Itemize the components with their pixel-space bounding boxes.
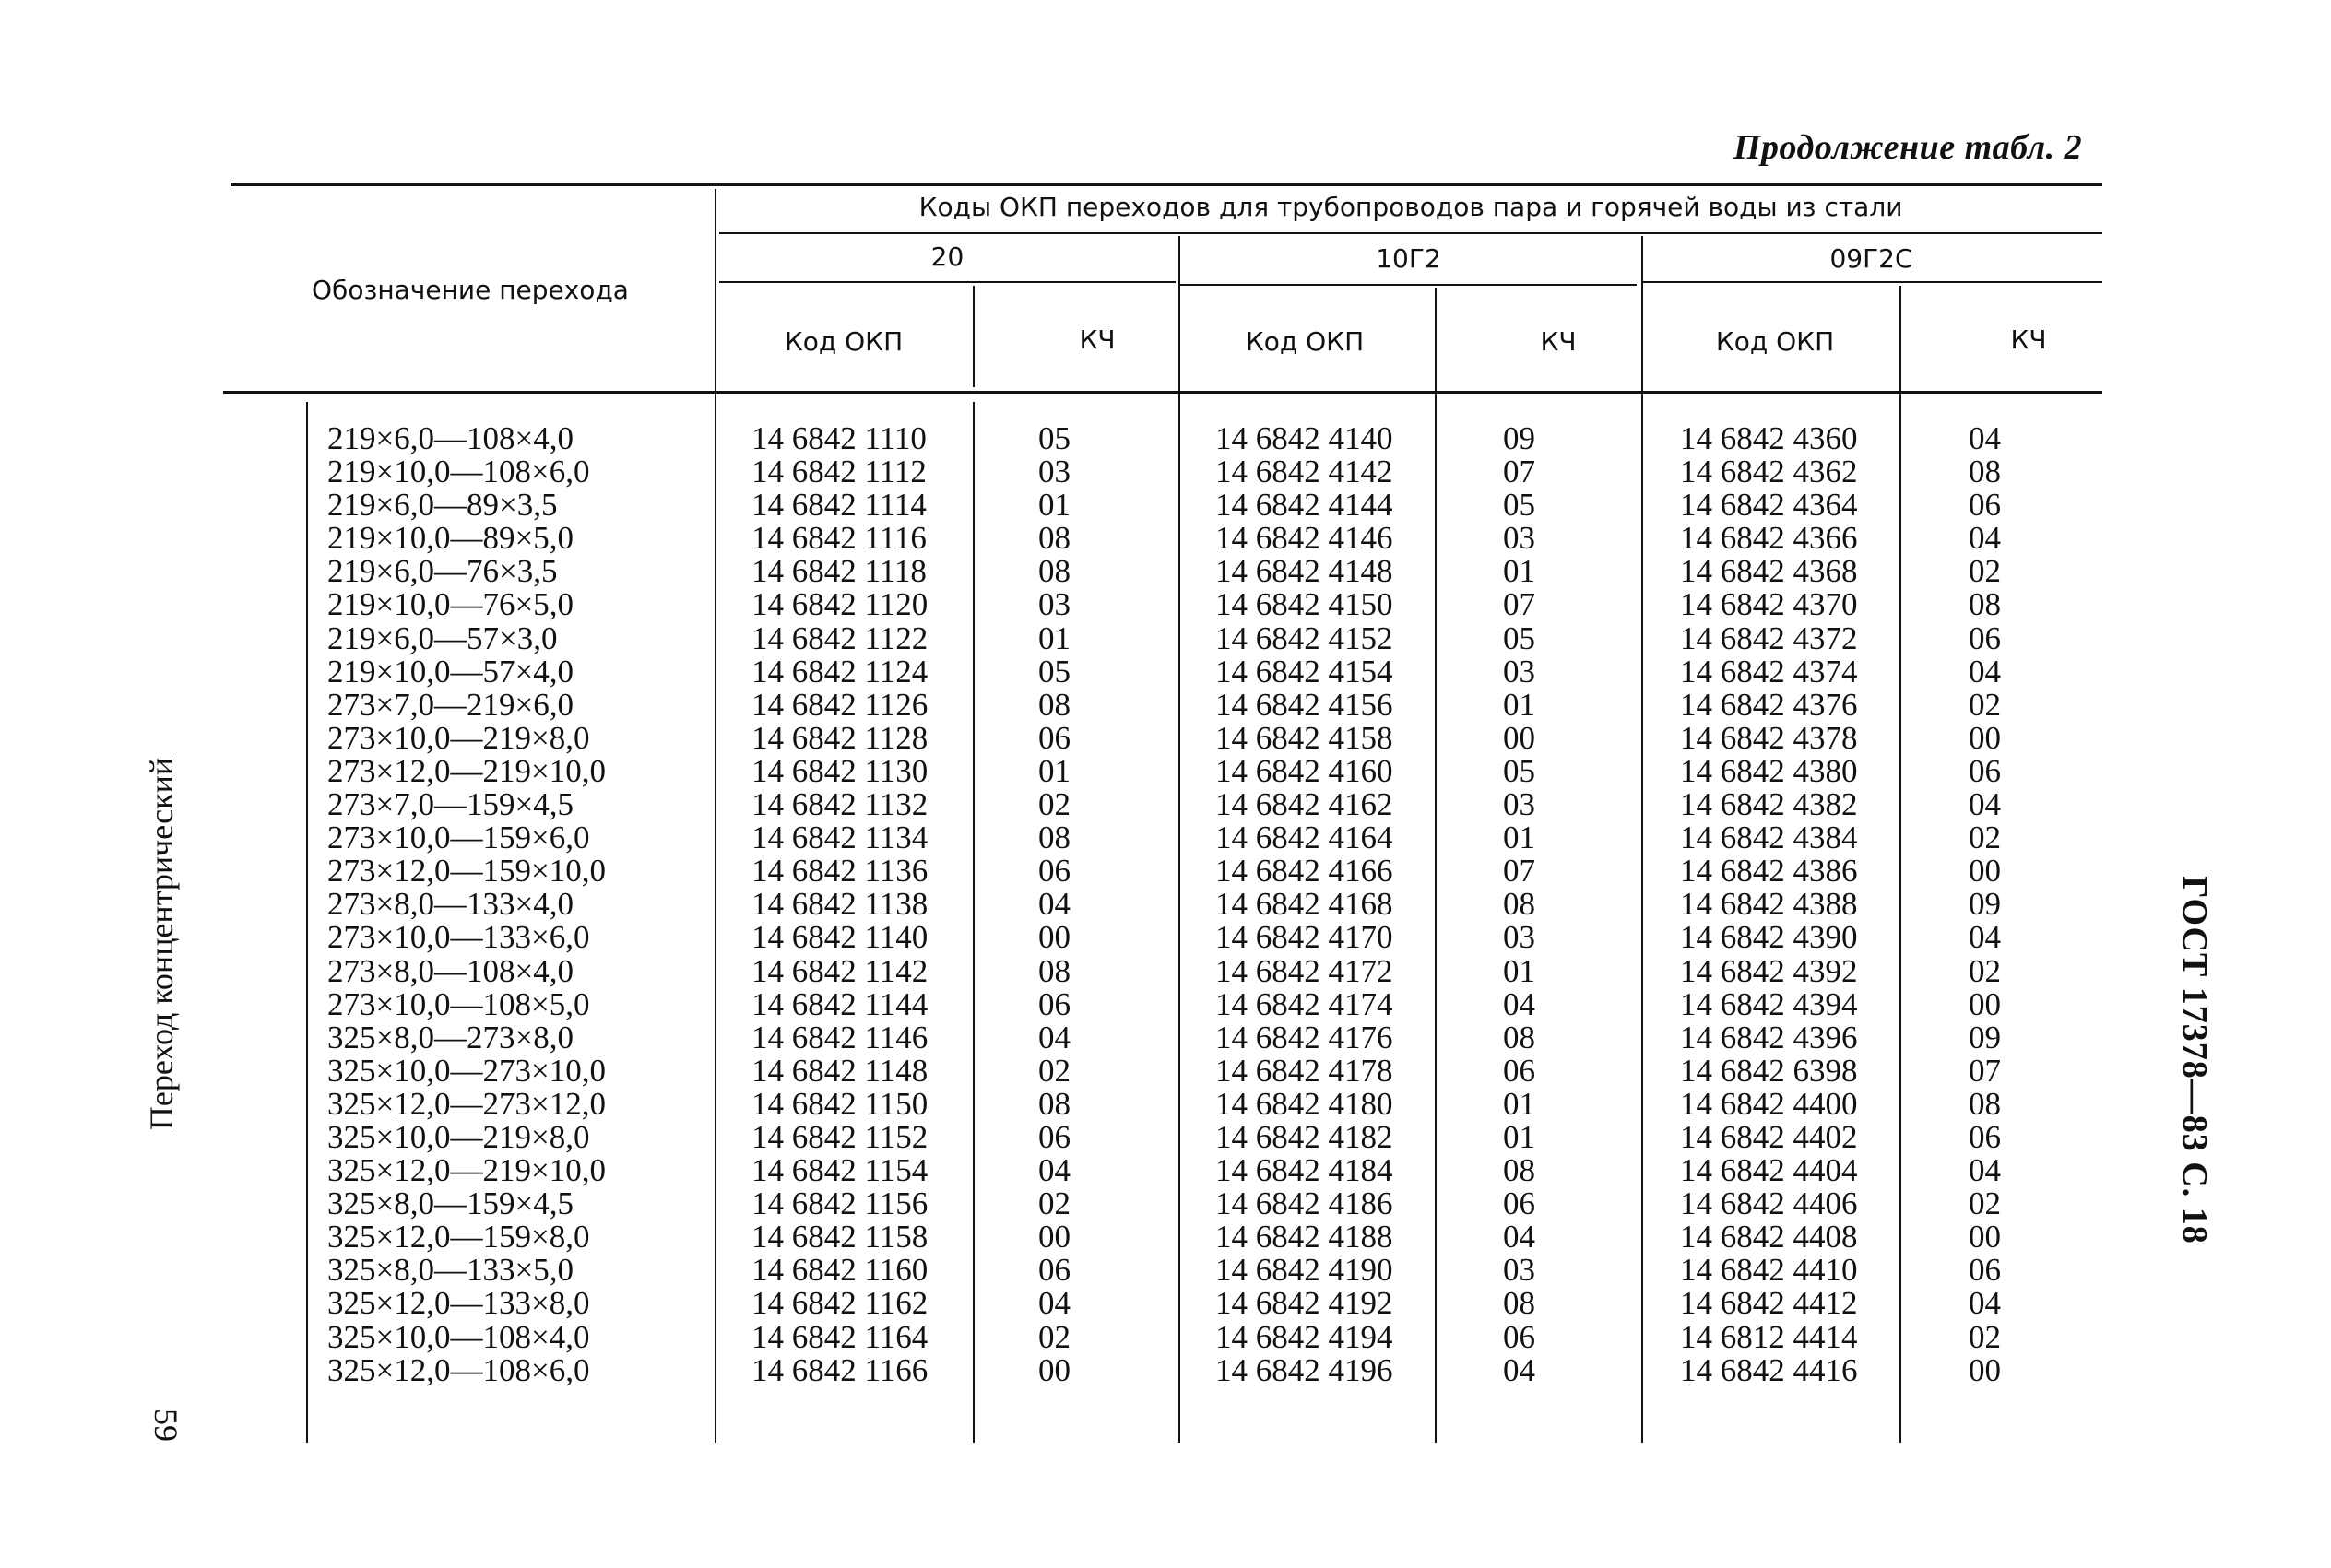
designation-cell: 273×10,0—108×5,0: [327, 985, 590, 1022]
okp-code-cell: 14 6842 1160: [751, 1252, 929, 1289]
divider-kch-20-body: [973, 402, 975, 1443]
okp-code-cell: 14 6842 4150: [1215, 586, 1393, 623]
kch-cell: 08: [1969, 586, 2001, 623]
steel-rule-09g2s: [1643, 281, 2102, 283]
header-kch-09g2s: КЧ: [2010, 324, 2047, 355]
kch-cell: 07: [1503, 853, 1535, 890]
divider-steel-20: [1178, 236, 1180, 1443]
okp-code-cell: 14 6842 1162: [751, 1285, 929, 1322]
header-kch-10g2: КЧ: [1540, 326, 1577, 357]
kch-cell: 08: [1038, 553, 1071, 590]
designation-cell: 325×12,0—159×8,0: [327, 1219, 590, 1256]
okp-code-cell: 14 6842 4360: [1680, 420, 1858, 456]
okp-code-cell: 14 6842 1140: [751, 919, 929, 956]
okp-code-cell: 14 6842 4372: [1680, 619, 1858, 656]
okp-code-cell: 14 6842 1126: [751, 686, 929, 723]
divider-designation: [715, 189, 716, 1443]
kch-cell: 04: [1969, 653, 2001, 690]
okp-code-cell: 14 6842 4400: [1680, 1085, 1858, 1122]
okp-code-cell: 14 6842 1138: [751, 886, 929, 923]
okp-code-cell: 14 6842 1136: [751, 853, 929, 890]
header-code-20: Код ОКП: [784, 326, 904, 357]
kch-cell: 06: [1038, 853, 1071, 890]
kch-cell: 06: [1969, 619, 2001, 656]
okp-code-cell: 14 6842 4144: [1215, 487, 1393, 524]
kch-cell: 03: [1503, 520, 1535, 557]
okp-code-cell: 14 6842 4168: [1215, 886, 1393, 923]
okp-code-cell: 14 6842 6398: [1680, 1052, 1858, 1089]
okp-code-cell: 14 6842 1164: [751, 1318, 929, 1355]
okp-code-cell: 14 6842 4412: [1680, 1285, 1858, 1322]
kch-cell: 02: [1038, 786, 1071, 823]
kch-cell: 06: [1503, 1185, 1535, 1222]
kch-cell: 06: [1038, 985, 1071, 1022]
kch-cell: 03: [1038, 454, 1071, 490]
steel-rule-10g2: [1180, 284, 1637, 286]
table-top-rule: [231, 183, 2102, 186]
okp-code-cell: 14 6842 4162: [1215, 786, 1393, 823]
row-group-label-text: Переход концентрический: [143, 757, 180, 1131]
kch-cell: 07: [1503, 454, 1535, 490]
designation-cell: 325×12,0—108×6,0: [327, 1351, 590, 1388]
header-bottom-rule: [223, 391, 2102, 394]
header-steel-09g2s: 09Г2С: [1829, 243, 1913, 274]
okp-code-cell: 14 6842 4182: [1215, 1118, 1393, 1155]
designation-cell: 219×6,0—76×3,5: [327, 553, 558, 590]
kch-cell: 06: [1969, 1118, 2001, 1155]
kch-cell: 04: [1503, 1351, 1535, 1388]
okp-code-cell: 14 6842 4380: [1680, 752, 1858, 789]
kch-cell: 04: [1503, 985, 1535, 1022]
kch-cell: 00: [1038, 919, 1071, 956]
kch-cell: 02: [1969, 1185, 2001, 1222]
okp-code-cell: 14 6842 4366: [1680, 520, 1858, 557]
kch-cell: 08: [1038, 819, 1071, 856]
okp-code-cell: 14 6842 4196: [1215, 1351, 1393, 1388]
kch-cell: 06: [1503, 1052, 1535, 1089]
okp-code-cell: 14 6842 1120: [751, 586, 929, 623]
okp-code-cell: 14 6812 4414: [1680, 1318, 1858, 1355]
kch-cell: 02: [1969, 1318, 2001, 1355]
header-code-10g2: Код ОКП: [1245, 326, 1365, 357]
okp-code-cell: 14 6842 4170: [1215, 919, 1393, 956]
kch-cell: 04: [1503, 1219, 1535, 1256]
kch-cell: 08: [1969, 1085, 2001, 1122]
kch-cell: 03: [1038, 586, 1071, 623]
okp-code-cell: 14 6842 1124: [751, 653, 929, 690]
designation-cell: 219×10,0—108×6,0: [327, 454, 590, 490]
kch-cell: 08: [1503, 886, 1535, 923]
kch-cell: 00: [1503, 719, 1535, 756]
kch-cell: 06: [1503, 1318, 1535, 1355]
okp-code-cell: 14 6842 4394: [1680, 985, 1858, 1022]
designation-cell: 325×12,0—219×10,0: [327, 1152, 606, 1189]
kch-cell: 01: [1038, 752, 1071, 789]
header-steel-10g2: 10Г2: [1376, 243, 1441, 274]
kch-cell: 04: [1038, 1019, 1071, 1055]
okp-code-cell: 14 6842 4416: [1680, 1351, 1858, 1388]
header-kch-20: КЧ: [1079, 324, 1116, 355]
steel-rule-20: [719, 281, 1176, 283]
okp-code-cell: 14 6842 4166: [1215, 853, 1393, 890]
kch-cell: 02: [1969, 553, 2001, 590]
kch-cell: 07: [1503, 586, 1535, 623]
designation-cell: 273×12,0—219×10,0: [327, 752, 606, 789]
designation-cell: 273×10,0—159×6,0: [327, 819, 590, 856]
okp-code-cell: 14 6842 1154: [751, 1152, 929, 1189]
kch-10g2-column: [1503, 422, 1535, 1387]
okp-code-cell: 14 6842 4180: [1215, 1085, 1393, 1122]
kch-cell: 01: [1503, 1085, 1535, 1122]
divider-steel-10g2: [1641, 236, 1643, 1443]
designation-cell: 219×6,0—57×3,0: [327, 619, 558, 656]
okp-code-cell: 14 6842 4160: [1215, 752, 1393, 789]
kch-cell: 08: [1503, 1019, 1535, 1055]
kch-cell: 01: [1503, 819, 1535, 856]
header-designation: Обозначение перехода: [312, 275, 629, 305]
kch-cell: 01: [1503, 553, 1535, 590]
kch-cell: 00: [1969, 1219, 2001, 1256]
kch-cell: 04: [1038, 1285, 1071, 1322]
okp-code-cell: 14 6842 4174: [1215, 985, 1393, 1022]
designation-cell: 325×10,0—273×10,0: [327, 1052, 606, 1089]
okp-code-cell: 14 6842 4146: [1215, 520, 1393, 557]
okp-code-cell: 14 6842 1122: [751, 619, 929, 656]
okp-code-cell: 14 6842 4154: [1215, 653, 1393, 690]
designation-cell: 325×8,0—133×5,0: [327, 1252, 574, 1289]
kch-cell: 01: [1038, 487, 1071, 524]
kch-cell: 03: [1503, 786, 1535, 823]
kch-cell: 03: [1503, 919, 1535, 956]
kch-cell: 04: [1969, 919, 2001, 956]
kch-cell: 01: [1503, 1118, 1535, 1155]
kch-cell: 06: [1038, 1118, 1071, 1155]
okp-code-cell: 14 6842 4388: [1680, 886, 1858, 923]
kch-cell: 01: [1503, 686, 1535, 723]
okp-code-cell: 14 6842 4410: [1680, 1252, 1858, 1289]
kch-20-column: [1038, 422, 1071, 1387]
kch-cell: 09: [1969, 886, 2001, 923]
kch-cell: 08: [1038, 686, 1071, 723]
kch-cell: 05: [1503, 619, 1535, 656]
okp-code-cell: 14 6842 1166: [751, 1351, 929, 1388]
kch-cell: 09: [1503, 420, 1535, 456]
designation-cell: 219×10,0—76×5,0: [327, 586, 574, 623]
okp-code-cell: 14 6842 4152: [1215, 619, 1393, 656]
kch-cell: 09: [1969, 1019, 2001, 1055]
kch-cell: 06: [1038, 1252, 1071, 1289]
okp-code-cell: 14 6842 1146: [751, 1019, 929, 1055]
kch-cell: 07: [1969, 1052, 2001, 1089]
kch-cell: 02: [1969, 686, 2001, 723]
divider-code-20: [973, 286, 975, 387]
okp-code-cell: 14 6842 4396: [1680, 1019, 1858, 1055]
okp-code-cell: 14 6842 4390: [1680, 919, 1858, 956]
okp-code-cell: 14 6842 1156: [751, 1185, 929, 1222]
okp-code-cell: 14 6842 4188: [1215, 1219, 1393, 1256]
okp-code-cell: 14 6842 4148: [1215, 553, 1393, 590]
kch-cell: 08: [1503, 1152, 1535, 1189]
kch-cell: 00: [1038, 1219, 1071, 1256]
okp-code-cell: 14 6842 1132: [751, 786, 929, 823]
group-header-rule: [719, 232, 2102, 234]
designation-cell: 325×10,0—108×4,0: [327, 1318, 590, 1355]
kch-cell: 03: [1503, 653, 1535, 690]
okp-code-cell: 14 6842 1152: [751, 1118, 929, 1155]
designation-cell: 325×8,0—159×4,5: [327, 1185, 574, 1222]
codes-10g2-column: [1215, 422, 1393, 1387]
okp-code-cell: 14 6842 1116: [751, 520, 927, 557]
designation-cell: 273×7,0—219×6,0: [327, 686, 574, 723]
designation-cell: 325×12,0—273×12,0: [327, 1085, 606, 1122]
okp-code-cell: 14 6842 4406: [1680, 1185, 1858, 1222]
designation-column: [327, 422, 606, 1387]
kch-cell: 04: [1038, 886, 1071, 923]
divider-kch-09g2s-body: [1899, 402, 1901, 1443]
header-steel-20: 20: [930, 242, 964, 272]
header-group: Коды ОКП переходов для трубопроводов пара и горячей воды из стали: [918, 192, 1903, 222]
okp-code-cell: 14 6842 1128: [751, 719, 929, 756]
designation-cell: 325×8,0—273×8,0: [327, 1019, 574, 1055]
okp-code-cell: 14 6842 1148: [751, 1052, 929, 1089]
okp-code-cell: 14 6842 4172: [1215, 952, 1393, 989]
kch-cell: 04: [1969, 786, 2001, 823]
kch-cell: 08: [1503, 1285, 1535, 1322]
okp-code-cell: 14 6842 4392: [1680, 952, 1858, 989]
kch-cell: 06: [1969, 752, 2001, 789]
kch-cell: 06: [1038, 719, 1071, 756]
designation-cell: 273×10,0—133×6,0: [327, 919, 590, 956]
okp-code-cell: 14 6842 4156: [1215, 686, 1393, 723]
okp-code-cell: 14 6842 1118: [751, 553, 927, 590]
okp-code-cell: 14 6842 1130: [751, 752, 929, 789]
okp-code-cell: 14 6842 1144: [751, 985, 929, 1022]
kch-cell: 02: [1969, 952, 2001, 989]
kch-cell: 04: [1038, 1152, 1071, 1189]
okp-code-cell: 14 6842 1158: [751, 1219, 929, 1256]
okp-code-cell: 14 6842 4404: [1680, 1152, 1858, 1189]
kch-cell: 08: [1038, 520, 1071, 557]
kch-cell: 00: [1969, 985, 2001, 1022]
designation-cell: 219×6,0—108×4,0: [327, 420, 574, 456]
designation-cell: 219×6,0—89×3,5: [327, 487, 558, 524]
okp-code-cell: 14 6842 4158: [1215, 719, 1393, 756]
kch-cell: 05: [1503, 487, 1535, 524]
okp-code-cell: 14 6842 1112: [751, 454, 927, 490]
okp-code-cell: 14 6842 4184: [1215, 1152, 1393, 1189]
okp-code-cell: 14 6842 4386: [1680, 853, 1858, 890]
okp-code-cell: 14 6842 4408: [1680, 1219, 1858, 1256]
okp-code-cell: 14 6842 4186: [1215, 1185, 1393, 1222]
kch-09g2s-column: [1969, 422, 2001, 1387]
side-standard-text: ГОСТ 17378—83 С. 18: [2175, 876, 2214, 1244]
kch-cell: 06: [1969, 1252, 2001, 1289]
kch-cell: 00: [1969, 853, 2001, 890]
okp-code-cell: 14 6842 4142: [1215, 454, 1393, 490]
okp-code-cell: 14 6842 4178: [1215, 1052, 1393, 1089]
okp-code-cell: 14 6842 4376: [1680, 686, 1858, 723]
kch-cell: 05: [1503, 752, 1535, 789]
designation-cell: 273×8,0—108×4,0: [327, 952, 574, 989]
okp-code-cell: 14 6842 4362: [1680, 454, 1858, 490]
kch-cell: 02: [1038, 1318, 1071, 1355]
designation-cell: 273×8,0—133×4,0: [327, 886, 574, 923]
kch-cell: 01: [1503, 952, 1535, 989]
okp-code-cell: 14 6842 1134: [751, 819, 929, 856]
okp-code-cell: 14 6842 4370: [1680, 586, 1858, 623]
kch-cell: 03: [1503, 1252, 1535, 1289]
designation-cell: 273×10,0—219×8,0: [327, 719, 590, 756]
designation-cell: 273×12,0—159×10,0: [327, 853, 606, 890]
codes-09g2s-column: [1680, 422, 1858, 1387]
kch-cell: 04: [1969, 1152, 2001, 1189]
kch-cell: 04: [1969, 420, 2001, 456]
okp-code-cell: 14 6842 4368: [1680, 553, 1858, 590]
okp-code-cell: 14 6842 1110: [751, 420, 927, 456]
okp-code-cell: 14 6842 4378: [1680, 719, 1858, 756]
kch-cell: 06: [1969, 487, 2001, 524]
okp-code-cell: 14 6842 4190: [1215, 1252, 1393, 1289]
designation-cell: 219×10,0—89×5,0: [327, 520, 574, 557]
okp-code-cell: 14 6842 4382: [1680, 786, 1858, 823]
okp-code-cell: 14 6842 4176: [1215, 1019, 1393, 1055]
designation-cell: 273×7,0—159×4,5: [327, 786, 574, 823]
divider-rowgroup: [306, 402, 308, 1443]
okp-code-cell: 14 6842 4364: [1680, 487, 1858, 524]
page-number-text: 59: [148, 1409, 184, 1442]
kch-cell: 00: [1969, 719, 2001, 756]
kch-cell: 02: [1969, 819, 2001, 856]
kch-cell: 05: [1038, 420, 1071, 456]
divider-code-10g2: [1435, 288, 1437, 1443]
kch-cell: 04: [1969, 520, 2001, 557]
okp-code-cell: 14 6842 4384: [1680, 819, 1858, 856]
kch-cell: 08: [1969, 454, 2001, 490]
codes-20-column: [751, 422, 928, 1387]
kch-cell: 02: [1038, 1185, 1071, 1222]
okp-code-cell: 14 6842 4164: [1215, 819, 1393, 856]
okp-code-cell: 14 6842 1114: [751, 487, 927, 524]
kch-cell: 02: [1038, 1052, 1071, 1089]
okp-code-cell: 14 6842 4194: [1215, 1318, 1393, 1355]
kch-cell: 01: [1038, 619, 1071, 656]
continuation-title: Продолжение табл. 2: [1733, 128, 2083, 167]
designation-cell: 219×10,0—57×4,0: [327, 653, 574, 690]
okp-code-cell: 14 6842 1150: [751, 1085, 929, 1122]
kch-cell: 08: [1038, 1085, 1071, 1122]
kch-cell: 00: [1038, 1351, 1071, 1388]
kch-cell: 04: [1969, 1285, 2001, 1322]
kch-cell: 05: [1038, 653, 1071, 690]
kch-cell: 00: [1969, 1351, 2001, 1388]
okp-code-cell: 14 6842 4192: [1215, 1285, 1393, 1322]
header-code-09g2s: Код ОКП: [1715, 326, 1835, 357]
okp-code-cell: 14 6842 4140: [1215, 420, 1393, 456]
okp-code-cell: 14 6842 4374: [1680, 653, 1858, 690]
kch-cell: 08: [1038, 952, 1071, 989]
designation-cell: 325×12,0—133×8,0: [327, 1285, 590, 1322]
okp-code-cell: 14 6842 1142: [751, 952, 929, 989]
designation-cell: 325×10,0—219×8,0: [327, 1118, 590, 1155]
okp-code-cell: 14 6842 4402: [1680, 1118, 1858, 1155]
